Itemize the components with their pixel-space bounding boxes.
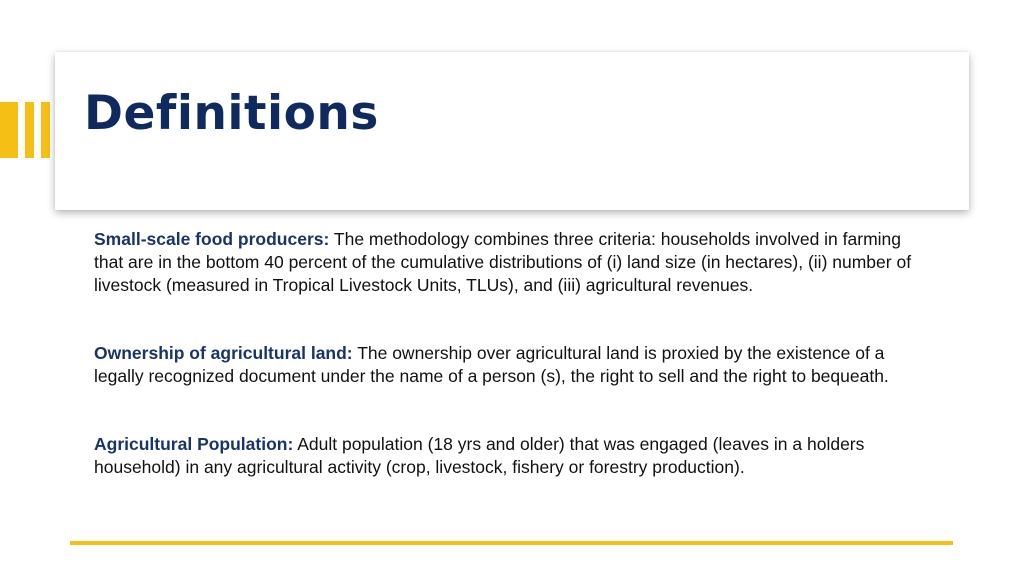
definition-term: Small-scale food producers:	[94, 229, 330, 249]
page-title: Definitions	[84, 86, 379, 141]
accent-bars	[0, 102, 56, 158]
definitions-list	[94, 228, 926, 479]
bottom-divider	[70, 541, 953, 545]
definition-text: The methodology combines three criteria: households involved in farming that are in the bottom 40 percent of the cumulative distributions of (i) land size (in hectares), (ii) number of livestock (measured in Tropical Livestock Units, TLUs), and (iii) agricultural revenues.	[94, 229, 912, 295]
title-card	[55, 52, 969, 210]
definition-agricultural-population	[94, 433, 926, 479]
definition-term: Ownership of agricultural land:	[94, 343, 353, 363]
accent-bar	[41, 102, 50, 158]
definition-text: Adult population (18 yrs and older) that was engaged (leaves in a holders household) in any agricultural activity (crop, livestock, fishery or forestry production).	[94, 434, 865, 477]
definition-ownership-of-agricultural-land	[94, 342, 926, 388]
definition-small-scale-food-producers	[94, 228, 926, 297]
definition-text: The ownership over agricultural land is proxied by the existence of a legally recognized document under the name of a person (s), the right to sell and the right to bequeath.	[94, 343, 889, 386]
definition-term: Agricultural Population:	[94, 434, 294, 454]
accent-bar	[0, 102, 18, 158]
accent-bar	[25, 102, 34, 158]
